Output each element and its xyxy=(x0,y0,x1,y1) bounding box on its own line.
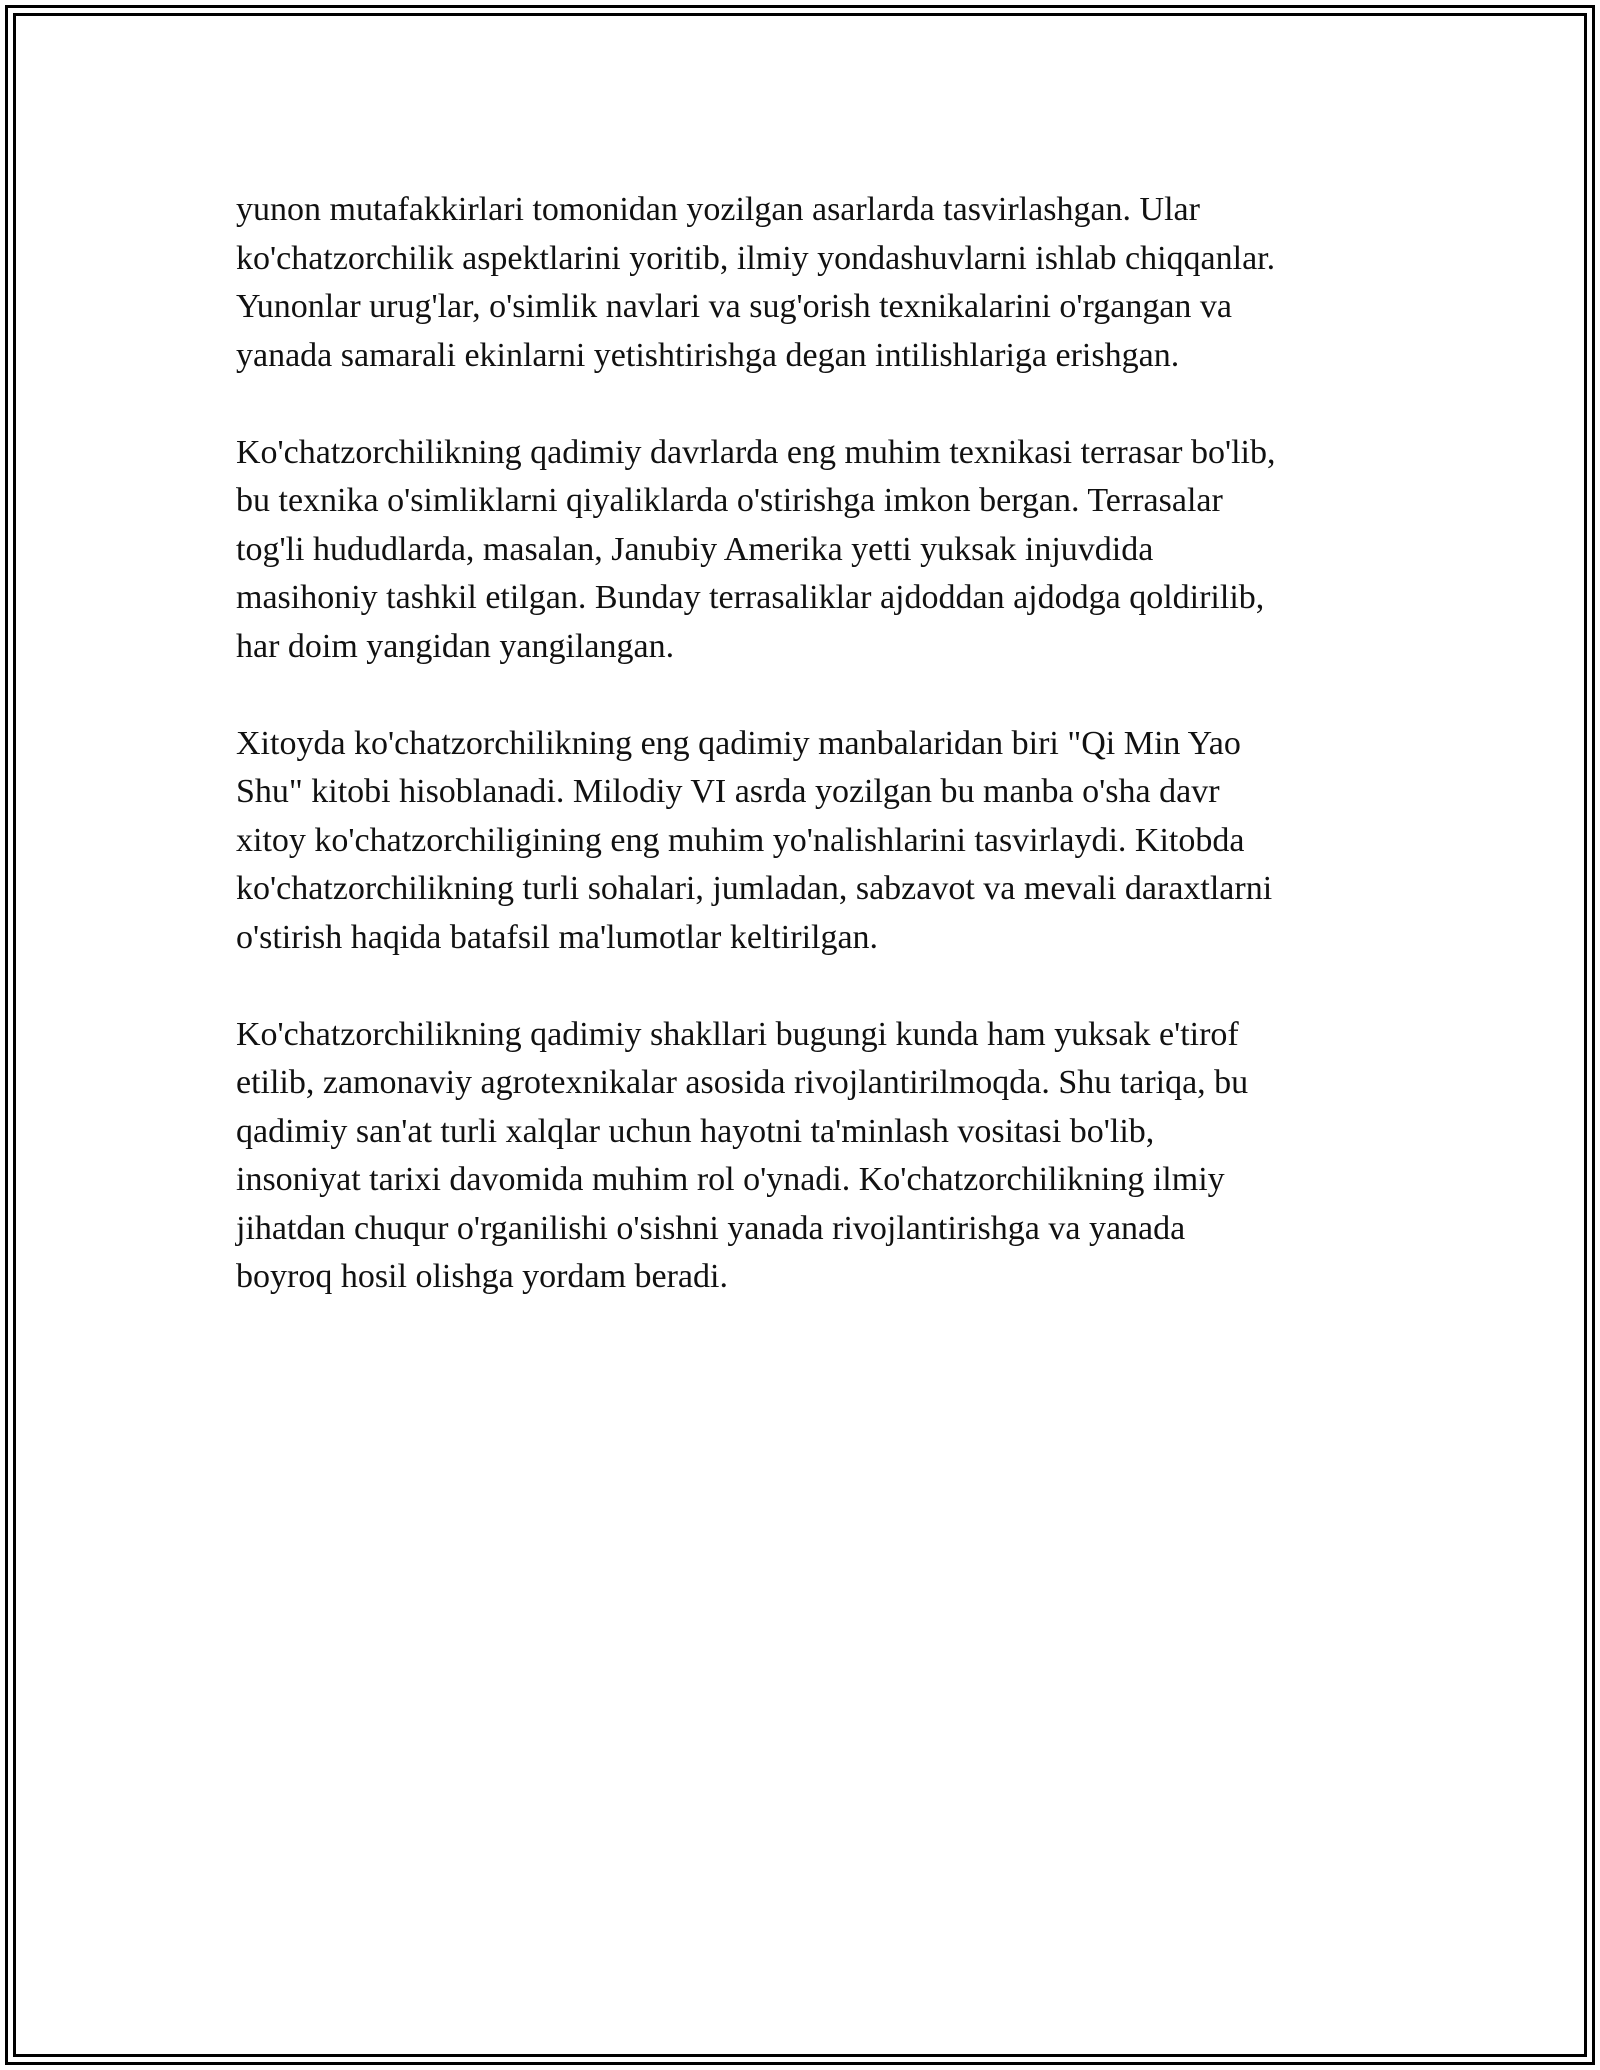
document-body xyxy=(236,186,1366,1350)
paragraph-3 xyxy=(236,720,1366,963)
paragraph-1 xyxy=(236,186,1366,380)
text-line: Yunonlar urug'lar, o'simlik navlari va sug'orish texnikalarini o'rgangan va xyxy=(236,288,1233,325)
text-line: insoniyat tarixi davomida muhim rol o'ynadi. Ko'chatzorchilikning ilmiy xyxy=(236,1161,1225,1198)
text-line: Ko'chatzorchilikning qadimiy shakllari bugungi kunda ham yuksak e'tirof xyxy=(236,1015,1239,1053)
text-line: ko'chatzorchilik aspektlarini yoritib, ilmiy yondashuvlarni ishlab chiqqanlar. xyxy=(236,239,1276,277)
text-line: qadimiy san'at turli xalqlar uchun hayotni ta'minlash vositasi bo'lib, xyxy=(236,1112,1155,1150)
text-line: tog'li hududlarda, masalan, Janubiy Amerika yetti yuksak injuvdida xyxy=(236,530,1154,568)
text-line: etilib, zamonaviy agrotexnikalar asosida rivojlantirilmoqda. Shu tariqa, bu xyxy=(236,1064,1249,1101)
text-line: masihoniy tashkil etilgan. Bunday terrasaliklar ajdoddan ajdodga qoldirilib, xyxy=(236,579,1265,616)
text-line: Shu" kitobi hisoblanadi. Milodiy VI asrda yozilgan bu manba o'sha davr xyxy=(236,773,1220,810)
paragraph-2 xyxy=(236,429,1366,672)
text-line: har doim yangidan yangilangan. xyxy=(236,627,675,665)
text-line: o'stirish haqida batafsil ma'lumotlar keltirilgan. xyxy=(236,918,879,956)
text-line: Ko'chatzorchilikning qadimiy davrlarda eng muhim texnikasi terrasar bo'lib, xyxy=(236,433,1276,471)
text-line: yunon mutafakkirlari tomonidan yozilgan asarlarda tasvirlashgan. Ular xyxy=(236,191,1200,228)
text-line: Xitoyda ko'chatzorchilikning eng qadimiy manbalaridan biri "Qi Min Yao xyxy=(236,724,1241,762)
text-line: xitoy ko'chatzorchiligining eng muhim yo'nalishlarini tasvirlaydi. Kitobda xyxy=(236,821,1245,859)
paragraph-4 xyxy=(236,1011,1366,1302)
text-line: bu texnika o'simliklarni qiyaliklarda o'stirishga imkon bergan. Terrasalar xyxy=(236,482,1223,519)
text-line: boyroq hosil olishga yordam beradi. xyxy=(236,1258,728,1295)
text-line: yanada samarali ekinlarni yetishtirishga degan intilishlariga erishgan. xyxy=(236,336,1180,374)
text-line: jihatdan chuqur o'rganilishi o'sishni yanada rivojlantirishga va yanada xyxy=(236,1209,1186,1247)
text-line: ko'chatzorchilikning turli sohalari, jumladan, sabzavot va mevali daraxtlarni xyxy=(236,870,1273,907)
